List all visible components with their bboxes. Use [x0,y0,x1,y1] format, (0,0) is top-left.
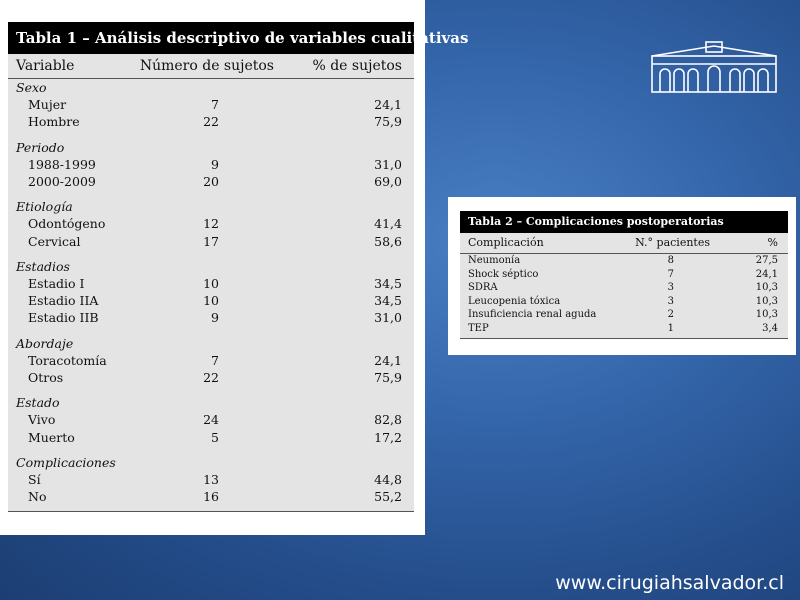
table2-cell-complication: Leucopenia tóxica [468,295,561,307]
table1-cell-percent: 75,9 [374,114,402,130]
table1-row [8,370,414,387]
table2-header-percent: % [767,236,778,249]
table1-cell-variable: Muerto [28,429,75,445]
table1-cell-variable: 1988-1999 [28,156,96,172]
table1-group-label: Estadios [16,258,70,274]
table2-row [460,323,788,337]
hospital-building-logo-icon [650,40,778,94]
table1-cell-count: 7 [211,352,219,368]
table1-group-label: Periodo [16,139,65,155]
table1-cell-count: 13 [203,471,219,487]
table1-cell-variable: Sí [28,471,41,487]
table2-bottom-rule [460,338,788,339]
table2 [460,211,788,339]
table1-cell-percent: 44,8 [374,471,402,487]
table1-row [8,174,414,191]
table2-row [460,269,788,283]
table1-cell-variable: Estadio IIA [28,293,99,309]
table1-row [8,157,414,174]
table1-row [8,472,414,489]
table1-row [8,412,414,429]
table1-cell-count: 10 [203,275,219,291]
table2-cell-percent: 3,4 [762,323,778,334]
table1-cell-percent: 75,9 [374,370,402,385]
table1-cell-variable: Estadio IIB [28,310,99,326]
table1-cell-count: 9 [211,156,219,172]
table1-title: Tabla 1 – Análisis descriptivo de variables cualitativas [8,22,414,54]
table1-cell-variable: Toracotomía [28,352,107,368]
table1-cell-variable: Odontógeno [28,216,106,232]
table2-title: Tabla 2 – Complicaciones postoperatorias [460,211,788,233]
website-url: www.cirugiahsalvador.cl [555,572,784,594]
table2-cell-complication: TEP [468,323,489,334]
table1-cell-count: 5 [211,429,219,445]
table1-cell-count: 22 [203,114,219,130]
table2-cell-percent: 24,1 [755,268,778,280]
table2-row [460,255,788,269]
table1-cell-count: 10 [203,293,219,309]
table1-group-label: Etiología [16,199,73,215]
table2-cell-percent: 10,3 [755,282,778,294]
table1-bottom-rule [8,511,414,512]
table1-cell-percent: 69,0 [374,173,402,189]
table2-row [460,296,788,310]
table1-row [8,353,414,370]
table2-panel [448,197,796,355]
table1-cell-percent: 24,1 [374,352,402,368]
table2-cell-percent: 10,3 [755,309,778,321]
table1-group-label: Abordaje [16,335,74,351]
table2-cell-patients: 3 [667,282,674,294]
table1-cell-percent: 17,2 [374,429,402,445]
table1-header-percent: % de sujetos [312,58,402,74]
table1-cell-variable: Hombre [28,114,80,130]
table1-cell-variable: 2000-2009 [28,173,96,189]
table1-row [8,293,414,310]
table1-cell-variable: No [28,489,47,505]
table2-header-patients: N.° pacientes [635,236,710,249]
table1-cell-percent: 31,0 [374,156,402,172]
table1-header-count: Número de sujetos [139,58,274,74]
table1-cell-percent: 31,0 [374,310,402,326]
table1-row [8,276,414,293]
table1-row [8,216,414,233]
table1-header-variable: Variable [16,58,75,74]
table2-cell-patients: 1 [667,323,674,334]
table1-cell-percent: 24,1 [374,97,402,112]
table1-row [8,114,414,131]
table2-cell-patients: 2 [667,309,674,321]
table1-cell-percent: 58,6 [374,233,402,249]
table2-row [460,282,788,296]
table2-cell-complication: Insuficiencia renal aguda [468,309,597,321]
table1-row [8,234,414,251]
table1-cell-percent: 55,2 [374,489,402,505]
table1 [8,22,469,512]
table2-cell-patients: 8 [667,255,674,266]
table1-cell-count: 20 [203,173,219,189]
table2-header-complication: Complicación [468,236,544,249]
table2-cell-complication: Shock séptico [468,268,539,280]
table1-header-row [8,54,414,79]
table2-cell-complication: Neumonía [468,255,521,266]
table2-row [460,309,788,323]
table1-row [8,430,414,447]
table1-cell-count: 16 [203,489,219,505]
table1-cell-variable: Otros [28,370,64,385]
table1-cell-variable: Mujer [28,97,67,112]
table2-cell-percent: 27,5 [755,255,778,266]
table1-cell-percent: 41,4 [374,216,402,232]
table1-cell-variable: Vivo [28,412,56,428]
table2-cell-patients: 7 [667,268,674,280]
table2-cell-complication: SDRA [468,282,498,294]
table1-cell-count: 12 [203,216,219,232]
table1-group-label: Sexo [16,80,47,95]
table1-cell-percent: 34,5 [374,293,402,309]
table1-cell-percent: 82,8 [374,412,402,428]
table1-cell-percent: 34,5 [374,275,402,291]
table1-cell-variable: Cervical [28,233,81,249]
table2-cell-percent: 10,3 [755,295,778,307]
table1-group-label: Complicaciones [16,454,116,470]
table1-cell-count: 17 [203,233,219,249]
table1-row [8,489,414,506]
table1-row [8,97,414,114]
table1-cell-count: 9 [211,310,219,326]
table2-cell-patients: 3 [667,295,674,307]
table2-header-row [460,233,788,254]
table1-cell-count: 24 [203,412,219,428]
table1-group-label: Estado [16,395,60,411]
table1-cell-variable: Estadio I [28,275,85,291]
table1-cell-count: 22 [203,370,219,385]
table1-cell-count: 7 [211,97,219,112]
table1-row [8,310,414,327]
